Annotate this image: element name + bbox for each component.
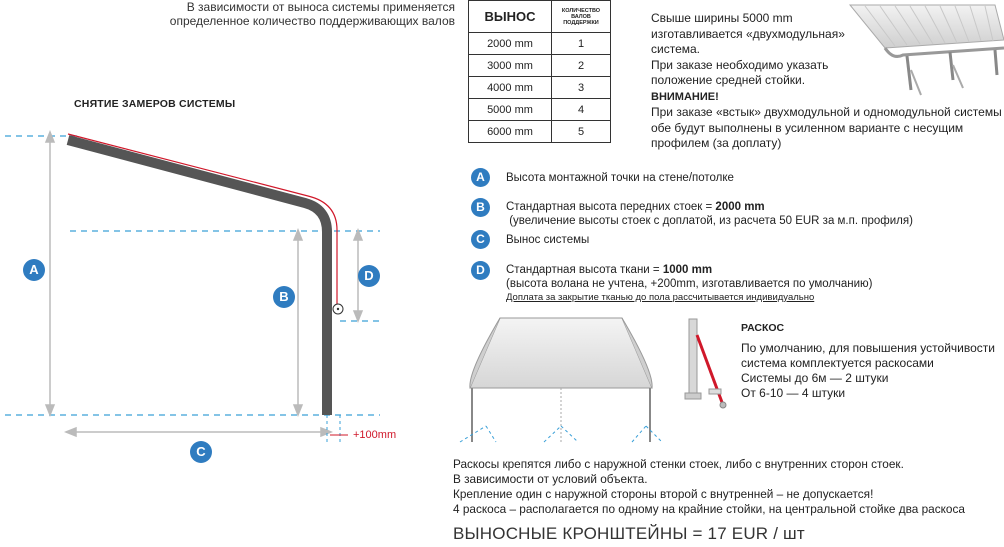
raskos-description xyxy=(741,341,1004,401)
count-cell: 4 xyxy=(552,99,611,121)
mounting-note-line: В зависимости от условий объекта. xyxy=(453,472,648,486)
badge-d: D xyxy=(471,261,490,280)
legend-item-d xyxy=(471,261,873,305)
table-row xyxy=(469,99,611,121)
legend-item-b xyxy=(471,198,913,228)
warning-label: ВНИМАНИЕ! xyxy=(651,90,719,103)
section-title: СНЯТИЕ ЗАМЕРОВ СИСТЕМЫ xyxy=(74,98,236,110)
note-line: Свыше ширины 5000 mm xyxy=(651,11,793,25)
note-line: При заказе необходимо указать xyxy=(651,57,829,72)
label-d-badge: D xyxy=(358,265,380,287)
plus-100mm-label: +100mm xyxy=(353,429,397,441)
legend-text-b xyxy=(506,200,913,228)
legend-d-prefix: Стандартная высота ткани = xyxy=(506,264,663,276)
legend-text-a: Высота монтажной точки на стене/потолке xyxy=(506,172,734,184)
raskos-line: система комплектуется раскосами xyxy=(741,356,934,370)
legend-b-line-2: (увеличение высоты стоек с доплатой, из расчета 50 EUR за м.п. профиля) xyxy=(506,215,913,227)
mounting-note-line: 4 раскоса – располагается по одному на крайние стойки, на центральной стойке два раскоса xyxy=(453,502,965,516)
price-line: ВЫНОСНЫЕ КРОНШТЕЙНЫ = 17 EUR / шт xyxy=(453,524,805,543)
raskos-pole-illustration xyxy=(683,315,733,415)
label-b-badge: B xyxy=(273,286,295,308)
raskos-line: По умолчанию, для повышения устойчивости xyxy=(741,341,995,355)
vynos-table xyxy=(468,0,611,143)
intro-line-2: определенное количество поддерживающих валов xyxy=(169,14,455,28)
count-cell: 5 xyxy=(552,121,611,143)
legend-b-value: 2000 mm xyxy=(715,201,765,213)
note-line: положение средней стойки. xyxy=(651,73,806,87)
raskos-line: Системы до 6м — 2 штуки xyxy=(741,371,889,385)
count-cell: 1 xyxy=(552,33,611,55)
legend-text-d xyxy=(506,263,873,305)
count-header xyxy=(552,1,611,33)
note-line: изготавливается «двухмодульная» xyxy=(651,26,845,41)
intro-line-1: В зависимости от выноса системы применяется xyxy=(186,0,455,14)
note-line: При заказе «встык» двухмодульной и одномодульной системы xyxy=(651,105,1002,119)
note-line: обе будут выполнены в усиленном варианте с несущим xyxy=(651,120,964,135)
table-row xyxy=(469,77,611,99)
double-module-awning-illustration xyxy=(845,0,1004,118)
vynos-cell: 4000 mm xyxy=(469,77,552,99)
count-header-line-2: ВАЛОВ xyxy=(571,13,591,20)
label-c-badge: C xyxy=(190,441,212,463)
vynos-cell: 3000 mm xyxy=(469,55,552,77)
badge-a: A xyxy=(471,168,490,187)
count-cell: 2 xyxy=(552,55,611,77)
count-cell: 3 xyxy=(552,77,611,99)
legend-d-line-2: (высота волана не учтена, +200mm, изготавливается по умолчанию) xyxy=(506,278,873,290)
table-row xyxy=(469,55,611,77)
legend-item-c xyxy=(471,230,589,249)
intro-text xyxy=(155,0,455,28)
raskos-title: РАСКОС xyxy=(741,322,785,334)
label-a-badge: A xyxy=(23,259,45,281)
measurement-diagram xyxy=(0,110,420,470)
vynos-table-header xyxy=(469,1,611,33)
fabric-line xyxy=(68,134,337,305)
vynos-cell: 2000 mm xyxy=(469,33,552,55)
tent-illustration xyxy=(452,312,672,452)
mounting-note-line: Крепление один с наружной стороны второй с внутренней – не допускается! xyxy=(453,487,874,501)
badge-b: B xyxy=(471,198,490,217)
note-line: система. xyxy=(651,42,700,56)
vynos-header: ВЫНОС xyxy=(469,1,552,33)
badge-c: C xyxy=(471,230,490,249)
note-line: профилем (за доплату) xyxy=(651,136,782,150)
mounting-notes xyxy=(453,457,1004,517)
mounting-note-line: Раскосы крепятся либо с наружной стенки стоек, либо с внутренних сторон стоек. xyxy=(453,457,904,471)
legend-text-c: Вынос системы xyxy=(506,234,590,246)
table-row xyxy=(469,33,611,55)
legend-d-value: 1000 mm xyxy=(662,264,713,276)
frame-profile xyxy=(68,140,327,415)
table-row xyxy=(469,121,611,143)
count-header-line-3: ПОДДЕРЖКИ xyxy=(563,19,599,26)
legend-b-prefix: Стандартная высота передних стоек = xyxy=(506,201,716,213)
legend-item-a xyxy=(471,168,734,187)
vynos-cell: 6000 mm xyxy=(469,121,552,143)
raskos-line: От 6-10 — 4 штуки xyxy=(741,386,846,400)
count-header-line-1: КОЛИЧЕСТВО xyxy=(561,7,601,14)
vynos-cell: 5000 mm xyxy=(469,99,552,121)
legend-d-line-3: Доплата за закрытие тканью до пола рассчитывается индивидуально xyxy=(506,292,815,303)
